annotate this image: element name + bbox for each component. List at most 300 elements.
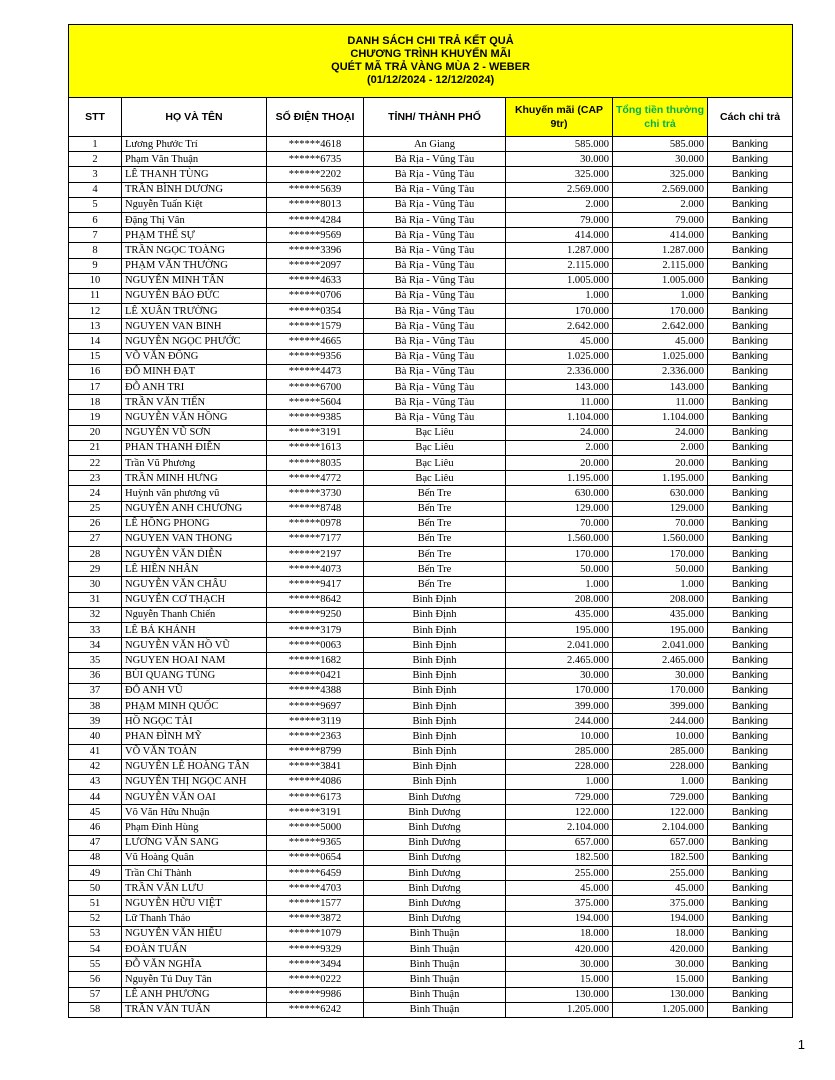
cell-phone: ******4073 [267, 562, 364, 577]
header-row [69, 98, 793, 137]
cell-promo: 2.041.000 [506, 638, 613, 653]
cell-total: 1.104.000 [613, 410, 708, 425]
cell-total: 255.000 [613, 866, 708, 881]
table-row [69, 744, 793, 759]
cell-phone: ******8748 [267, 501, 364, 516]
cell-total: 208.000 [613, 592, 708, 607]
cell-province: Bà Rịa - Vũng Tàu [364, 304, 506, 319]
table-row [69, 228, 793, 243]
cell-method: Banking [708, 380, 793, 395]
cell-promo: 2.336.000 [506, 364, 613, 379]
cell-province: Bà Rịa - Vũng Tàu [364, 197, 506, 212]
cell-method: Banking [708, 805, 793, 820]
cell-phone: ******2363 [267, 729, 364, 744]
cell-name: NGUYỄN VĂN CHÂU [122, 577, 267, 592]
cell-stt: 1 [69, 137, 122, 152]
title-line-4: (01/12/2024 - 12/12/2024) [366, 74, 495, 86]
cell-promo: 18.000 [506, 926, 613, 941]
cell-stt: 28 [69, 547, 122, 562]
cell-stt: 55 [69, 957, 122, 972]
report-title [69, 25, 793, 98]
cell-name: Trần Chí Thành [122, 866, 267, 881]
cell-promo: 122.000 [506, 805, 613, 820]
cell-phone: ******4618 [267, 137, 364, 152]
cell-name: Nguyễn Thanh Chiến [122, 607, 267, 622]
cell-province: Bình Dương [364, 805, 506, 820]
cell-phone: ******3494 [267, 957, 364, 972]
cell-method: Banking [708, 911, 793, 926]
cell-promo: 208.000 [506, 592, 613, 607]
cell-method: Banking [708, 243, 793, 258]
cell-total: 30.000 [613, 668, 708, 683]
cell-phone: ******6173 [267, 790, 364, 805]
cell-province: Bà Rịa - Vũng Tàu [364, 380, 506, 395]
cell-method: Banking [708, 167, 793, 182]
table-row [69, 790, 793, 805]
cell-province: Bình Dương [364, 881, 506, 896]
cell-name: Phạm Văn Thuận [122, 152, 267, 167]
cell-name: TRẦN NGỌC TOÀNG [122, 243, 267, 258]
cell-stt: 53 [69, 926, 122, 941]
cell-province: Bà Rịa - Vũng Tàu [364, 258, 506, 273]
cell-name: VÕ VĂN ĐÔNG [122, 349, 267, 364]
cell-total: 420.000 [613, 941, 708, 956]
table-row [69, 714, 793, 729]
cell-total: 195.000 [613, 623, 708, 638]
cell-method: Banking [708, 395, 793, 410]
cell-phone: ******0654 [267, 850, 364, 865]
cell-promo: 129.000 [506, 501, 613, 516]
cell-name: NGUYỄN VŨ SƠN [122, 425, 267, 440]
table-row [69, 850, 793, 865]
cell-stt: 29 [69, 562, 122, 577]
cell-promo: 435.000 [506, 607, 613, 622]
cell-stt: 37 [69, 683, 122, 698]
cell-stt: 7 [69, 228, 122, 243]
page-number: 1 [797, 1037, 805, 1052]
cell-stt: 8 [69, 243, 122, 258]
table-row [69, 607, 793, 622]
cell-method: Banking [708, 273, 793, 288]
cell-method: Banking [708, 562, 793, 577]
cell-stt: 38 [69, 698, 122, 713]
cell-name: LƯƠNG VĂN SANG [122, 835, 267, 850]
cell-promo: 1.005.000 [506, 273, 613, 288]
cell-province: Bà Rịa - Vũng Tàu [364, 182, 506, 197]
cell-method: Banking [708, 577, 793, 592]
cell-phone: ******9385 [267, 410, 364, 425]
cell-province: Bình Định [364, 744, 506, 759]
cell-province: Bà Rịa - Vũng Tàu [364, 273, 506, 288]
cell-phone: ******3119 [267, 714, 364, 729]
cell-stt: 33 [69, 623, 122, 638]
cell-total: 285.000 [613, 744, 708, 759]
cell-total: 1.195.000 [613, 471, 708, 486]
table-row [69, 455, 793, 470]
cell-province: Bến Tre [364, 562, 506, 577]
cell-method: Banking [708, 288, 793, 303]
cell-total: 70.000 [613, 516, 708, 531]
cell-province: Bà Rịa - Vũng Tàu [364, 349, 506, 364]
cell-province: Bến Tre [364, 531, 506, 546]
cell-province: Bình Thuận [364, 926, 506, 941]
table-row [69, 926, 793, 941]
cell-stt: 56 [69, 972, 122, 987]
cell-method: Banking [708, 759, 793, 774]
cell-stt: 57 [69, 987, 122, 1002]
cell-name: PHAN THANH ĐIỀN [122, 440, 267, 455]
cell-total: 11.000 [613, 395, 708, 410]
cell-phone: ******9697 [267, 698, 364, 713]
table-row [69, 319, 793, 334]
cell-province: Bến Tre [364, 501, 506, 516]
cell-stt: 15 [69, 349, 122, 364]
cell-province: Bình Định [364, 683, 506, 698]
table-row [69, 759, 793, 774]
cell-phone: ******4633 [267, 273, 364, 288]
cell-phone: ******3191 [267, 425, 364, 440]
table-row [69, 501, 793, 516]
title-line-3: QUÉT MÃ TRẢ VÀNG MÙA 2 - WEBER [331, 61, 530, 73]
cell-promo: 170.000 [506, 304, 613, 319]
cell-province: Bình Dương [364, 850, 506, 865]
cell-promo: 194.000 [506, 911, 613, 926]
cell-stt: 6 [69, 212, 122, 227]
cell-name: NGUYỄN LÊ HOÀNG TÂN [122, 759, 267, 774]
cell-total: 182.500 [613, 850, 708, 865]
cell-name: PHAN ĐÌNH MỸ [122, 729, 267, 744]
cell-promo: 30.000 [506, 668, 613, 683]
cell-phone: ******9250 [267, 607, 364, 622]
cell-phone: ******5639 [267, 182, 364, 197]
cell-stt: 41 [69, 744, 122, 759]
cell-method: Banking [708, 531, 793, 546]
cell-province: Bình Định [364, 698, 506, 713]
cell-phone: ******1577 [267, 896, 364, 911]
cell-method: Banking [708, 972, 793, 987]
table-row [69, 835, 793, 850]
table-row [69, 729, 793, 744]
cell-promo: 70.000 [506, 516, 613, 531]
cell-method: Banking [708, 729, 793, 744]
cell-total: 2.642.000 [613, 319, 708, 334]
header-method: Cách chi trả [708, 98, 793, 137]
cell-promo: 195.000 [506, 623, 613, 638]
table-row [69, 137, 793, 152]
cell-total: 45.000 [613, 334, 708, 349]
cell-total: 194.000 [613, 911, 708, 926]
cell-stt: 11 [69, 288, 122, 303]
cell-stt: 31 [69, 592, 122, 607]
cell-province: Bình Thuận [364, 972, 506, 987]
cell-name: LÊ XUÂN TRƯỜNG [122, 304, 267, 319]
cell-total: 228.000 [613, 759, 708, 774]
cell-stt: 22 [69, 455, 122, 470]
cell-stt: 4 [69, 182, 122, 197]
cell-name: LÊ HỒNG PHONG [122, 516, 267, 531]
cell-promo: 414.000 [506, 228, 613, 243]
header-total: Tổng tiền thưởng chi trả [613, 98, 708, 137]
cell-province: Bình Định [364, 668, 506, 683]
cell-stt: 49 [69, 866, 122, 881]
cell-name: NGUYỄN CƠ THẠCH [122, 592, 267, 607]
cell-method: Banking [708, 714, 793, 729]
cell-promo: 325.000 [506, 167, 613, 182]
cell-total: 30.000 [613, 957, 708, 972]
cell-province: Bình Dương [364, 896, 506, 911]
cell-name: HỒ NGỌC TÀI [122, 714, 267, 729]
table-row [69, 182, 793, 197]
cell-promo: 729.000 [506, 790, 613, 805]
cell-phone: ******6700 [267, 380, 364, 395]
cell-stt: 46 [69, 820, 122, 835]
cell-stt: 36 [69, 668, 122, 683]
cell-stt: 26 [69, 516, 122, 531]
cell-method: Banking [708, 790, 793, 805]
cell-stt: 12 [69, 304, 122, 319]
table-row [69, 957, 793, 972]
cell-phone: ******5000 [267, 820, 364, 835]
cell-province: Bình Dương [364, 866, 506, 881]
table-row [69, 486, 793, 501]
cell-total: 122.000 [613, 805, 708, 820]
cell-province: Bình Thuận [364, 957, 506, 972]
cell-phone: ******3841 [267, 759, 364, 774]
table-row [69, 258, 793, 273]
cell-province: An Giang [364, 137, 506, 152]
cell-stt: 45 [69, 805, 122, 820]
cell-stt: 3 [69, 167, 122, 182]
cell-method: Banking [708, 425, 793, 440]
cell-promo: 30.000 [506, 152, 613, 167]
cell-province: Bình Định [364, 592, 506, 607]
cell-method: Banking [708, 866, 793, 881]
table-row [69, 805, 793, 820]
cell-total: 435.000 [613, 607, 708, 622]
cell-total: 1.025.000 [613, 349, 708, 364]
cell-stt: 10 [69, 273, 122, 288]
table-row [69, 395, 793, 410]
cell-method: Banking [708, 547, 793, 562]
cell-method: Banking [708, 182, 793, 197]
cell-stt: 16 [69, 364, 122, 379]
cell-name: Lữ Thanh Thảo [122, 911, 267, 926]
cell-stt: 48 [69, 850, 122, 865]
cell-total: 130.000 [613, 987, 708, 1002]
cell-province: Bà Rịa - Vũng Tàu [364, 152, 506, 167]
table-row [69, 364, 793, 379]
cell-phone: ******9417 [267, 577, 364, 592]
cell-total: 399.000 [613, 698, 708, 713]
cell-phone: ******9356 [267, 349, 364, 364]
cell-phone: ******1079 [267, 926, 364, 941]
header-stt: STT [69, 98, 122, 137]
cell-method: Banking [708, 471, 793, 486]
cell-phone: ******4665 [267, 334, 364, 349]
cell-total: 1.205.000 [613, 1002, 708, 1017]
cell-total: 1.560.000 [613, 531, 708, 546]
cell-method: Banking [708, 957, 793, 972]
cell-name: TRẦN VĂN TUẤN [122, 1002, 267, 1017]
cell-name: VÕ VĂN TOÀN [122, 744, 267, 759]
cell-total: 729.000 [613, 790, 708, 805]
cell-name: TRẦN MINH HƯNG [122, 471, 267, 486]
table-row [69, 167, 793, 182]
table-row [69, 577, 793, 592]
cell-stt: 40 [69, 729, 122, 744]
cell-phone: ******8035 [267, 455, 364, 470]
cell-province: Bình Định [364, 623, 506, 638]
cell-name: Đặng Thị Vân [122, 212, 267, 227]
cell-total: 375.000 [613, 896, 708, 911]
cell-province: Bến Tre [364, 547, 506, 562]
table-row [69, 531, 793, 546]
cell-phone: ******4388 [267, 683, 364, 698]
table-row [69, 547, 793, 562]
cell-name: PHẠM VĂN THƯỜNG [122, 258, 267, 273]
cell-promo: 2.000 [506, 440, 613, 455]
cell-province: Bà Rịa - Vũng Tàu [364, 334, 506, 349]
cell-phone: ******1613 [267, 440, 364, 455]
header-province: TỈNH/ THÀNH PHỐ [364, 98, 506, 137]
cell-phone: ******0354 [267, 304, 364, 319]
cell-total: 1.005.000 [613, 273, 708, 288]
table-row [69, 866, 793, 881]
cell-promo: 2.115.000 [506, 258, 613, 273]
table-row [69, 653, 793, 668]
cell-phone: ******4473 [267, 364, 364, 379]
cell-name: ĐỖ VĂN NGHĨA [122, 957, 267, 972]
cell-stt: 20 [69, 425, 122, 440]
cell-province: Bình Thuận [364, 987, 506, 1002]
cell-promo: 10.000 [506, 729, 613, 744]
cell-name: BÙI QUANG TÙNG [122, 668, 267, 683]
cell-total: 170.000 [613, 683, 708, 698]
table-row [69, 425, 793, 440]
cell-name: PHẠM MINH QUỐC [122, 698, 267, 713]
cell-promo: 244.000 [506, 714, 613, 729]
table-row [69, 972, 793, 987]
cell-name: TRẦN VĂN LƯU [122, 881, 267, 896]
cell-name: TRẦN VĂN TIẾN [122, 395, 267, 410]
table-row [69, 516, 793, 531]
table-row [69, 623, 793, 638]
cell-promo: 2.000 [506, 197, 613, 212]
cell-phone: ******8642 [267, 592, 364, 607]
cell-stt: 18 [69, 395, 122, 410]
cell-phone: ******2202 [267, 167, 364, 182]
cell-method: Banking [708, 683, 793, 698]
cell-stt: 21 [69, 440, 122, 455]
cell-method: Banking [708, 212, 793, 227]
cell-province: Bình Định [364, 729, 506, 744]
cell-method: Banking [708, 638, 793, 653]
cell-name: ĐỖ ANH TRI [122, 380, 267, 395]
cell-phone: ******3191 [267, 805, 364, 820]
cell-promo: 24.000 [506, 425, 613, 440]
cell-stt: 32 [69, 607, 122, 622]
cell-name: NGUYEN HOAI NAM [122, 653, 267, 668]
cell-total: 79.000 [613, 212, 708, 227]
cell-stt: 17 [69, 380, 122, 395]
header-phone: SỐ ĐIỆN THOẠI [267, 98, 364, 137]
cell-province: Bà Rịa - Vũng Tàu [364, 243, 506, 258]
cell-province: Bình Định [364, 759, 506, 774]
cell-stt: 47 [69, 835, 122, 850]
table-row [69, 683, 793, 698]
cell-method: Banking [708, 334, 793, 349]
cell-stt: 13 [69, 319, 122, 334]
cell-promo: 285.000 [506, 744, 613, 759]
cell-name: ĐỖ MINH ĐẠT [122, 364, 267, 379]
cell-phone: ******3396 [267, 243, 364, 258]
cell-promo: 20.000 [506, 455, 613, 470]
cell-name: LÊ ANH PHƯƠNG [122, 987, 267, 1002]
cell-province: Bà Rịa - Vũng Tàu [364, 410, 506, 425]
cell-province: Bình Dương [364, 820, 506, 835]
cell-stt: 19 [69, 410, 122, 425]
cell-name: NGUYỄN VĂN HỒNG [122, 410, 267, 425]
cell-province: Bến Tre [364, 516, 506, 531]
cell-name: NGUYEN VAN THONG [122, 531, 267, 546]
table-row [69, 1002, 793, 1017]
table-row [69, 911, 793, 926]
cell-total: 325.000 [613, 167, 708, 182]
cell-phone: ******0421 [267, 668, 364, 683]
cell-stt: 2 [69, 152, 122, 167]
cell-total: 2.569.000 [613, 182, 708, 197]
cell-phone: ******2097 [267, 258, 364, 273]
cell-name: LÊ THANH TÙNG [122, 167, 267, 182]
cell-name: NGUYỄN VĂN HỒ VŨ [122, 638, 267, 653]
cell-name: ĐỖ ANH VŨ [122, 683, 267, 698]
cell-name: NGUYỄN VĂN HIẾU [122, 926, 267, 941]
cell-province: Bà Rịa - Vũng Tàu [364, 364, 506, 379]
cell-promo: 50.000 [506, 562, 613, 577]
cell-total: 170.000 [613, 547, 708, 562]
table-row [69, 638, 793, 653]
cell-stt: 58 [69, 1002, 122, 1017]
cell-province: Bà Rịa - Vũng Tàu [364, 319, 506, 334]
cell-stt: 39 [69, 714, 122, 729]
cell-stt: 42 [69, 759, 122, 774]
cell-name: Vũ Hoàng Quân [122, 850, 267, 865]
cell-phone: ******8799 [267, 744, 364, 759]
cell-method: Banking [708, 607, 793, 622]
cell-method: Banking [708, 820, 793, 835]
cell-promo: 1.000 [506, 774, 613, 789]
cell-stt: 35 [69, 653, 122, 668]
cell-promo: 170.000 [506, 683, 613, 698]
cell-promo: 255.000 [506, 866, 613, 881]
cell-province: Bình Định [364, 653, 506, 668]
cell-name: TRẦN BÌNH DƯƠNG [122, 182, 267, 197]
cell-province: Bạc Liêu [364, 425, 506, 440]
cell-phone: ******0222 [267, 972, 364, 987]
cell-method: Banking [708, 228, 793, 243]
table-row [69, 698, 793, 713]
cell-stt: 54 [69, 941, 122, 956]
cell-total: 2.104.000 [613, 820, 708, 835]
cell-province: Bình Dương [364, 911, 506, 926]
cell-promo: 630.000 [506, 486, 613, 501]
cell-total: 20.000 [613, 455, 708, 470]
cell-phone: ******9365 [267, 835, 364, 850]
cell-phone: ******4703 [267, 881, 364, 896]
cell-total: 50.000 [613, 562, 708, 577]
table-row [69, 987, 793, 1002]
cell-total: 2.000 [613, 440, 708, 455]
